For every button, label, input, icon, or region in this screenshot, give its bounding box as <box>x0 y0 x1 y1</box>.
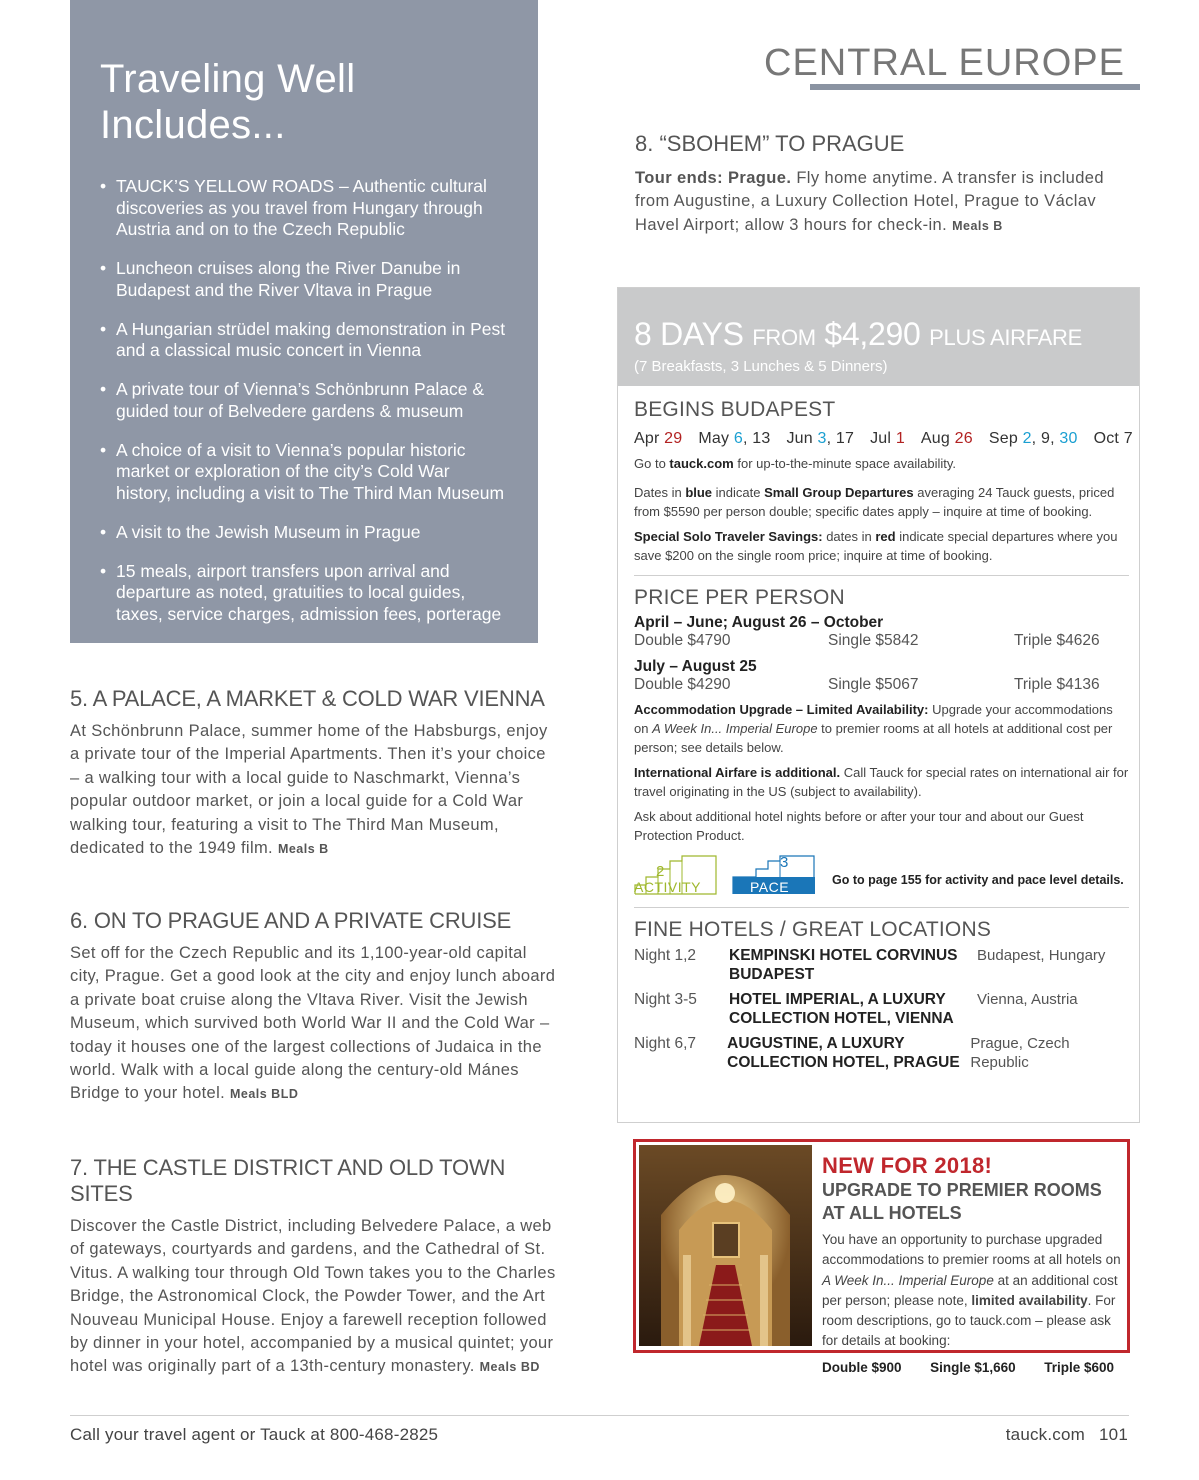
departure-day: 3 <box>817 430 827 447</box>
departure-month <box>989 430 1078 448</box>
includes-item: • A Hungarian strüdel making demonstration in Pest and a classical music concert in Vienna <box>100 319 508 362</box>
month-label: Apr <box>634 430 665 447</box>
departure-month <box>870 430 905 448</box>
departure-day: 1 <box>895 430 905 447</box>
includes-item: • A private tour of Vienna’s Schönbrunn Palace & guided tour of Belvedere gardens & museum <box>100 379 508 422</box>
includes-item: • TAUCK’S YELLOW ROADS – Authentic cultural discoveries as you travel from Hungary through Austria and on to the Czech Republic <box>100 176 508 241</box>
includes-item: • A choice of a visit to Vienna’s popular historic market or exploration of the city’s Cold War history, including a visit to The Third Man Museum <box>100 440 508 505</box>
new-for-2018-text <box>822 1154 1122 1375</box>
pace-level-number: 3 <box>780 854 789 871</box>
departure-dates <box>634 430 1133 448</box>
separator: , <box>1050 430 1060 447</box>
month-label: Aug <box>920 430 955 447</box>
departure-day: 26 <box>954 430 973 447</box>
pace-label: PACE <box>750 879 790 895</box>
divider <box>634 907 1129 908</box>
hotel-row: Night 3-5 HOTEL IMPERIAL, A LUXURY COLLECTION HOTEL, VIENNA Vienna, Austria <box>634 991 1078 1027</box>
departure-day: 6 <box>733 430 743 447</box>
day-8-section <box>635 131 1135 238</box>
separator: , <box>742 430 753 447</box>
activity-level <box>634 855 718 895</box>
new-for-2018-title: NEW FOR 2018! <box>822 1153 993 1178</box>
hotels-heading: FINE HOTELS / GREAT LOCATIONS <box>634 918 992 941</box>
departure-month <box>634 430 682 448</box>
day-5-meals: Meals B <box>277 842 329 857</box>
day-7-body: Discover the Castle District, including Belvedere Palace, a web of gateways, courtyards and gardens, and the Cathedral of St. Vitus. A walking tour through Old Town takes you to the Charles Bridge, the Astronomical Clock, the Powder Tower, and the Art Nouveau Municipal House. Enjoy a farewell reception followed by dinner in your hotel, accompanied by a musical quintet; your hotel was originally part of a 13th-century monastery. Meals BD <box>70 1217 556 1376</box>
tauck-link[interactable]: tauck.com <box>669 456 734 471</box>
levels-note: Go to page 155 for activity and pace level details. <box>832 873 1124 887</box>
region-title: CENTRAL EUROPE <box>764 42 1125 84</box>
departure-month <box>921 430 973 448</box>
separator: , <box>826 430 836 447</box>
season-label: July – August 25 <box>634 658 757 675</box>
hotel-row: Night 1,2 KEMPINSKI HOTEL CORVINUS BUDAPEST Budapest, Hungary <box>634 947 1106 983</box>
price-box <box>617 287 1140 1123</box>
extra-nights-note: Ask about additional hotel nights before or after your tour and about our Guest Protection Product. <box>634 809 1084 843</box>
footer-contact: Call your travel agent or Tauck at 800-468-2825 <box>70 1425 439 1444</box>
day-5-body: At Schönbrunn Palace, summer home of the Habsburgs, enjoy a private tour of the Imperial Apartments. Then it’s your choice – a walking tour with a local guide to Naschmarkt, Vienna’s popular outdoor market, or join a local guide for a Cold War walking tour, featuring a visit to The Third Man Museum, dedicated to the 1949 film. Meals B <box>70 722 548 858</box>
departure-day: 17 <box>835 430 855 447</box>
new-for-2018-subtitle: UPGRADE TO PREMIER ROOMS AT ALL HOTELS <box>822 1180 1102 1223</box>
includes-item: • Luncheon cruises along the River Danube in Budapest and the River Vltava in Prague <box>100 258 508 301</box>
day-6-body: Set off for the Czech Republic and its 1,100-year-old capital city, Prague. Get a good look at the city and enjoy lunch aboard a private boat cruise along the Vltava River. Visit the Jewish Museum, which survived both World War II and the Cold War – today it houses one of the largest collections of Judaica in the world. Walk with a local guide along the century-old Mánes Bridge to your hotel. Meals BLD <box>70 944 556 1103</box>
day-6-title: 6. ON TO PRAGUE AND A PRIVATE CRUISE <box>70 908 512 933</box>
tour-meals-count: (7 Breakfasts, 3 Lunches & 5 Dinners) <box>634 358 888 375</box>
day-7-title: 7. THE CASTLE DISTRICT AND OLD TOWN SITES <box>70 1155 506 1206</box>
hotel-row: Night 6,7 AUGUSTINE, A LUXURY COLLECTION HOTEL, PRAGUE Prague, Czech Republic <box>634 1035 1070 1071</box>
month-label: Jun <box>786 430 818 447</box>
solo-traveler-note: Special Solo Traveler Savings: dates in red indicate special departures where you save $200 on the single room price; inquire at time of booking. <box>634 529 1118 563</box>
airfare-note: International Airfare is additional. Call Tauck for special rates on international air for travel originating in the US (subject to availability). <box>634 765 1129 799</box>
grand-staircase-photo <box>639 1145 812 1346</box>
page-number: 101 <box>1099 1425 1128 1444</box>
departure-month <box>698 430 770 448</box>
small-group-note: Dates in blue indicate Small Group Departures averaging 24 Tauck guests, priced from $5590 per person double; specific dates apply – inquire at time of booking. <box>634 485 1115 519</box>
includes-list <box>100 176 508 625</box>
departure-day: 29 <box>664 430 683 447</box>
activity-label: ACTIVITY <box>634 879 702 895</box>
includes-item: • 15 meals, airport transfers upon arrival and departure as noted, gratuities to local guides, taxes, service charges, admission fees, porterage <box>100 561 508 626</box>
availability-note: Go to tauck.com for up-to-the-minute space availability. <box>634 456 957 471</box>
departure-day: 2 <box>1022 430 1032 447</box>
staircase-illustration <box>639 1145 812 1346</box>
begins-heading: BEGINS BUDAPEST <box>634 398 836 421</box>
departure-month <box>1094 430 1133 448</box>
activity-pace-levels <box>634 855 1129 895</box>
new-for-2018-body: You have an opportunity to purchase upgraded accommodations to premier rooms at all hotels on A Week In... Imperial Europe at an additional cost per person; please note, limited availability. For room descriptions, go to tauck.com – please ask for details at booking: <box>822 1232 1121 1349</box>
upgrade-prices: Double $900 Single $1,660 Triple $600 <box>822 1359 1114 1375</box>
day-8-title: 8. “SBOHEM” TO PRAGUE <box>635 131 905 156</box>
day-7-section <box>70 1155 560 1380</box>
day-7-meals: Meals BD <box>479 1360 540 1375</box>
activity-level-number: 2 <box>656 863 665 880</box>
month-label: May <box>698 430 734 447</box>
day-8-meals: Meals B <box>952 218 1003 233</box>
day-6-meals: Meals BLD <box>229 1087 299 1102</box>
footer-divider <box>70 1415 1129 1416</box>
departure-day: 9 <box>1040 430 1051 447</box>
region-underline <box>810 84 1140 90</box>
footer-site-link[interactable]: tauck.com <box>1005 1425 1086 1444</box>
departure-month <box>786 430 854 448</box>
month-label: Sep <box>988 430 1023 447</box>
tour-length-price: 8 DAYS FROM $4,290 PLUS AIRFARE <box>634 316 1082 352</box>
divider <box>634 575 1129 576</box>
departure-day: 30 <box>1059 430 1078 447</box>
month-label: Jul <box>870 430 896 447</box>
pace-level <box>732 855 816 895</box>
day-8-body: Tour ends: Prague. Fly home anytime. A transfer is included from Augustine, a Luxury Collection Hotel, Prague to Václav Havel Airport; allow 3 hours for check-in. Meals B <box>635 169 1104 234</box>
includes-panel <box>70 0 538 643</box>
footer-right <box>1006 1425 1128 1445</box>
departure-day: 13 <box>752 430 771 447</box>
season-prices: Double $4290 Single $5067 Triple $4136 <box>634 676 1100 693</box>
day-5-title: 5. A PALACE, A MARKET & COLD WAR VIENNA <box>70 686 545 711</box>
price-box-header <box>618 288 1139 386</box>
price-box-body <box>618 386 1139 1072</box>
price-per-person-heading: PRICE PER PERSON <box>634 586 845 609</box>
month-label: Oct <box>1093 430 1124 447</box>
new-for-2018-box <box>633 1139 1130 1375</box>
season-prices: Double $4790 Single $5842 Triple $4626 <box>634 632 1100 649</box>
separator: , <box>1031 430 1041 447</box>
day-5-section <box>70 686 560 861</box>
includes-title: Traveling Well Includes... <box>100 57 356 147</box>
departure-day: 7 <box>1123 430 1133 447</box>
upgrade-note: Accommodation Upgrade – Limited Availability: Upgrade your accommodations on A Week In... Imperial Europe to premier rooms at all hotels at additional cost per person; see details below. <box>634 702 1113 755</box>
day-6-section <box>70 908 560 1107</box>
season-label: April – June; August 26 – October <box>634 614 884 631</box>
includes-item: • A visit to the Jewish Museum in Prague <box>100 522 508 544</box>
